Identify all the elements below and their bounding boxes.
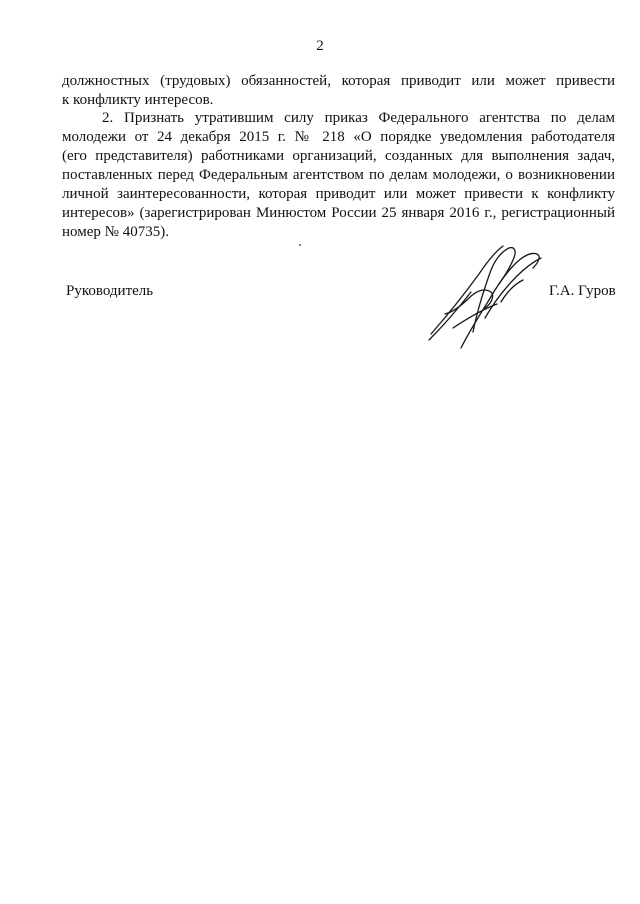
- text-line: должностных (трудовых) обязанностей, которая приводит или может привести: [62, 73, 615, 89]
- paragraph-continued: [62, 72, 615, 110]
- text-line: (его представителя) работниками организаций, созданных для выполнения задач,: [62, 148, 615, 164]
- text-line: к конфликту интересов.: [62, 92, 214, 108]
- text-line: личной заинтересованности, которая приводит или может привести к конфликту: [62, 186, 615, 202]
- handwritten-signature: [425, 240, 565, 350]
- text-line: молодежи от 24 декабря 2015 г. № 218 «О порядке уведомления работодателя: [62, 129, 615, 145]
- text-line: интересов» (зарегистрирован Минюстом России 25 января 2016 г., регистрационный: [62, 205, 615, 221]
- text-line: номер № 40735).: [62, 224, 169, 240]
- signatory-title: Руководитель: [66, 283, 154, 299]
- paragraph-item-2: [62, 109, 615, 242]
- signatory-name: Г.А. Гуров: [549, 283, 616, 299]
- scan-speck: [299, 244, 301, 246]
- page-number: 2: [316, 38, 324, 54]
- text-line: 2. Признать утратившим силу приказ Федерального агентства по делам: [102, 110, 615, 126]
- text-line: поставленных перед Федеральным агентством по делам молодежи, о возникновении: [62, 167, 615, 183]
